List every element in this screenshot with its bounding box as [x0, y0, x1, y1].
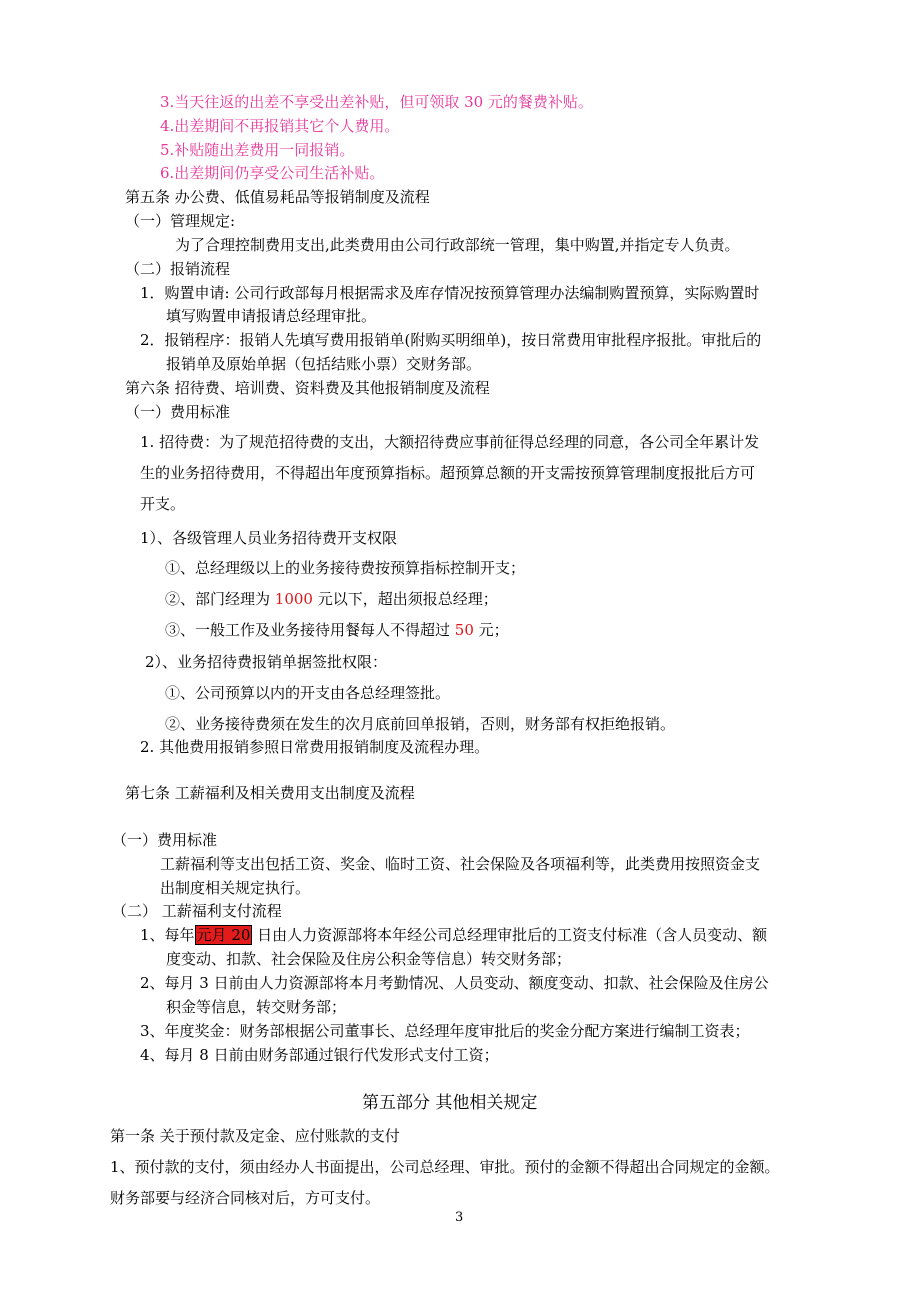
section-management-rules: （一）管理规定: [125, 212, 236, 230]
amount-50: 50 [454, 621, 474, 639]
item-entertainment-expense: 1. 招待费：为了规范招待费的支出，大额招待费应事前征得总经理的同意，各公司全年累计发 [140, 433, 760, 451]
item-4-no-personal-expense: 4.出差期间不再报销其它个人费用。 [160, 117, 400, 135]
item-reimbursement-procedure: 2．报销程序：报销人先填写费用报销单(附购买明细单)，按日常费用审批程序报批。审批后的 [140, 331, 762, 349]
item-6-living-subsidy: 6.出差期间仍享受公司生活补贴。 [160, 164, 385, 182]
section-expense-standard: （一）费用标准 [125, 403, 231, 421]
step-1-annual-standard: 1、每年 元月 20 日由人力资源部将本年经公司总经理审批后的工资支付标准（含人员变动、额 [140, 926, 768, 944]
article-6-heading: 第六条 招待费、培训费、资料费及其他报销制度及流程 [125, 379, 490, 397]
item-purchase-request: 1．购置申请: 公司行政部每月根据需求及库存情况按预算管理办法编制购置预算，实际购置时 [140, 284, 760, 302]
section-salary-standard: （一）费用标准 [112, 831, 218, 849]
item-entertainment-expense-cont1: 生的业务招待费用，不得超出年度预算指标。超预算总额的开支需按预算管理制度报批后方可 [140, 464, 756, 482]
paragraph-management: 为了合理控制费用支出,此类费用由公司行政部统一管理，集中购置,并指定专人负责。 [175, 236, 740, 254]
limit-general-manager: ①、总经理级以上的业务接待费按预算指标控制开支； [165, 559, 526, 577]
highlighted-date: 元月 20 [196, 926, 251, 944]
article-1-heading: 第一条 关于预付款及定金、应付账款的支付 [110, 1127, 400, 1145]
step-1-annual-standard-cont: 度变动、扣款、社会保险及住房公积金等信息）转交财务部； [166, 950, 572, 968]
subsection-approval-limits: 1）、各级管理人员业务招待费开支权限 [140, 529, 398, 547]
part-5-heading: 第五部分 其他相关规定 [362, 1093, 538, 1113]
item-reimbursement-procedure-cont: 报销单及原始单据（包括结账小票）交财务部。 [166, 355, 482, 373]
step-2-monthly-attendance-cont: 积金等信息，转交财务部； [166, 998, 347, 1016]
step-2-monthly-attendance: 2、每月 3 日前由人力资源部将本月考勤情况、人员变动、额度变动、扣款、社会保险及住房公 [140, 974, 769, 992]
limit-department-manager: ②、部门经理为 1000 元以下，超出须报总经理； [165, 590, 498, 608]
paragraph-salary-standard-cont: 出制度相关规定执行。 [160, 879, 311, 897]
section-salary-payment-process: （二） 工薪福利支付流程 [112, 902, 282, 920]
signing-deadline: ②、业务接待费须在发生的次月底前回单报销，否则，财务部有权拒绝报销。 [165, 715, 676, 733]
paragraph-salary-standard: 工薪福利等支出包括工资、奖金、临时工资、社会保险及各项福利等，此类费用按照资金支 [160, 855, 761, 873]
article-7-heading: 第七条 工薪福利及相关费用支出制度及流程 [125, 784, 415, 802]
section-reimbursement-process: （二）报销流程 [125, 260, 231, 278]
article-5-heading: 第五条 办公费、低值易耗品等报销制度及流程 [125, 188, 430, 206]
page-number: 3 [455, 1210, 464, 1225]
paragraph-prepayment-cont: 财务部要与经济合同核对后，方可支付。 [110, 1189, 381, 1207]
limit-meal-per-person: ③、一般工作及业务接待用餐每人不得超过 50 元； [165, 621, 509, 639]
signing-within-budget: ①、公司预算以内的开支由各总经理签批。 [165, 684, 451, 702]
subsection-signing-authority: 2）、业务招待费报销单据签批权限： [145, 653, 388, 671]
step-3-annual-bonus: 3、年度奖金：财务部根据公司董事长、总经理年度审批后的奖金分配方案进行编制工资表； [140, 1022, 750, 1040]
item-5-subsidy-reimbursement: 5.补贴随出差费用一同报销。 [160, 141, 355, 159]
amount-1000: 1000 [274, 590, 313, 608]
item-purchase-request-cont: 填写购置申请报请总经理审批。 [166, 307, 377, 325]
item-3-same-day-trip: 3.当天往返的出差不享受出差补贴，但可领取 30 元的餐费补贴。 [160, 93, 593, 111]
item-entertainment-expense-cont2: 开支。 [140, 495, 186, 513]
item-other-expenses: 2. 其他费用报销参照日常费用报销制度及流程办理。 [140, 738, 490, 756]
step-4-salary-payment: 4、每月 8 日前由财务部通过银行代发形式支付工资； [140, 1046, 499, 1064]
paragraph-prepayment: 1、预付款的支付，须由经办人书面提出，公司总经理、审批。预付的金额不得超出合同规定的金额。 [110, 1158, 780, 1176]
